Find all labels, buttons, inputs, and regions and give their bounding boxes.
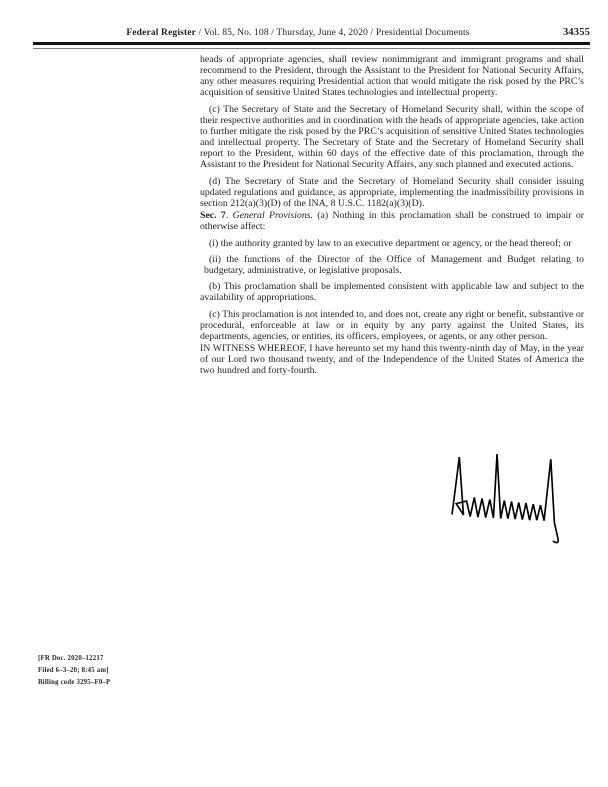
paragraph-continuation: heads of appropriate agencies, shall review nonimmigrant and immigrant programs and shall recommend to the President, through the Assistant to the President for National Security Affairs, any other measures requiring Presidential action that would mitigate the risk posed by the PRC’s acquisition of sensitive United States technologies and intellectual property. — [200, 54, 584, 98]
presidential-signature — [449, 450, 573, 550]
filing-footer — [38, 653, 110, 689]
page-number: 34355 — [563, 27, 590, 38]
fr-doc-number: [FR Doc. 2020–12217 — [38, 655, 104, 662]
issue-info: / Vol. 85, No. 108 / Thursday, June 4, 2020 / Presidential Documents — [196, 28, 470, 38]
paragraph-romanette-ii: (ii) the functions of the Director of the Office of Management and Budget relating to budgetary, administrative, or legislative proposals. — [204, 254, 584, 276]
paragraph-d: (d) The Secretary of State and the Secretary of Homeland Security shall consider issuing updated regulations and guidance, as appropriate, implementing the inadmissibility provisions in section 212(a)(3)(D) of the INA, 8 U.S.C. 1182(a)(3)(D). — [200, 176, 584, 209]
paragraph-romanette-i: (i) the authority granted by law to an executive department or agency, or the head thereof; or — [209, 238, 572, 249]
header-rule-thick — [33, 42, 590, 45]
paragraph-sec7 — [200, 210, 584, 232]
sec7-dot: . — [225, 210, 233, 221]
paragraph-b: (b) This proclamation shall be implemented consistent with applicable law and subject to the availability of appropriations. — [200, 281, 584, 303]
paragraph-c: (c) The Secretary of State and the Secretary of Homeland Security shall, within the scope of their respective authorities and in coordination with the heads of appropriate agencies, take action to further mitigate the risk posed by the PRC’s acquisition of sensitive United States technologies and intellectual property. The Secretary of State and the Secretary of Homeland Security shall report to the President, within 60 days of the effective date of this proclamation, through the Assistant to the President for National Security Affairs, any such planned and executed actions. — [200, 104, 584, 170]
header-rule-thin — [33, 48, 590, 50]
sec7-rest: (a) Nothing in this proclamation shall be construed to impair or otherwise affect: — [200, 210, 584, 232]
document-body — [200, 54, 584, 382]
paragraph-c2: (c) This proclamation is not intended to, and does not, create any right or benefit, substantive or procedural, enforceable at law or in equity by any party against the United States, its departments, agencies, or entities, its officers, employees, or agents, or any other person. — [200, 309, 584, 342]
billing-code: Billing code 3295–F0–P — [38, 679, 111, 686]
journal-name: Federal Register — [126, 28, 197, 38]
handwritten-signature-icon — [449, 450, 573, 550]
page-header — [33, 27, 590, 38]
sec7-label: Sec. 7 — [200, 210, 226, 221]
header-title — [33, 28, 563, 38]
sec7-title: General Provisions. — [232, 210, 313, 221]
filed-date: Filed 6–3–20; 8:45 am] — [38, 667, 109, 674]
paragraph-witness: IN WITNESS WHEREOF, I have hereunto set my hand this twenty-ninth day of May, in the year of our Lord two thousand twenty, and of the Independence of the United States of America the two hundred and forty-fourth. — [200, 343, 584, 376]
